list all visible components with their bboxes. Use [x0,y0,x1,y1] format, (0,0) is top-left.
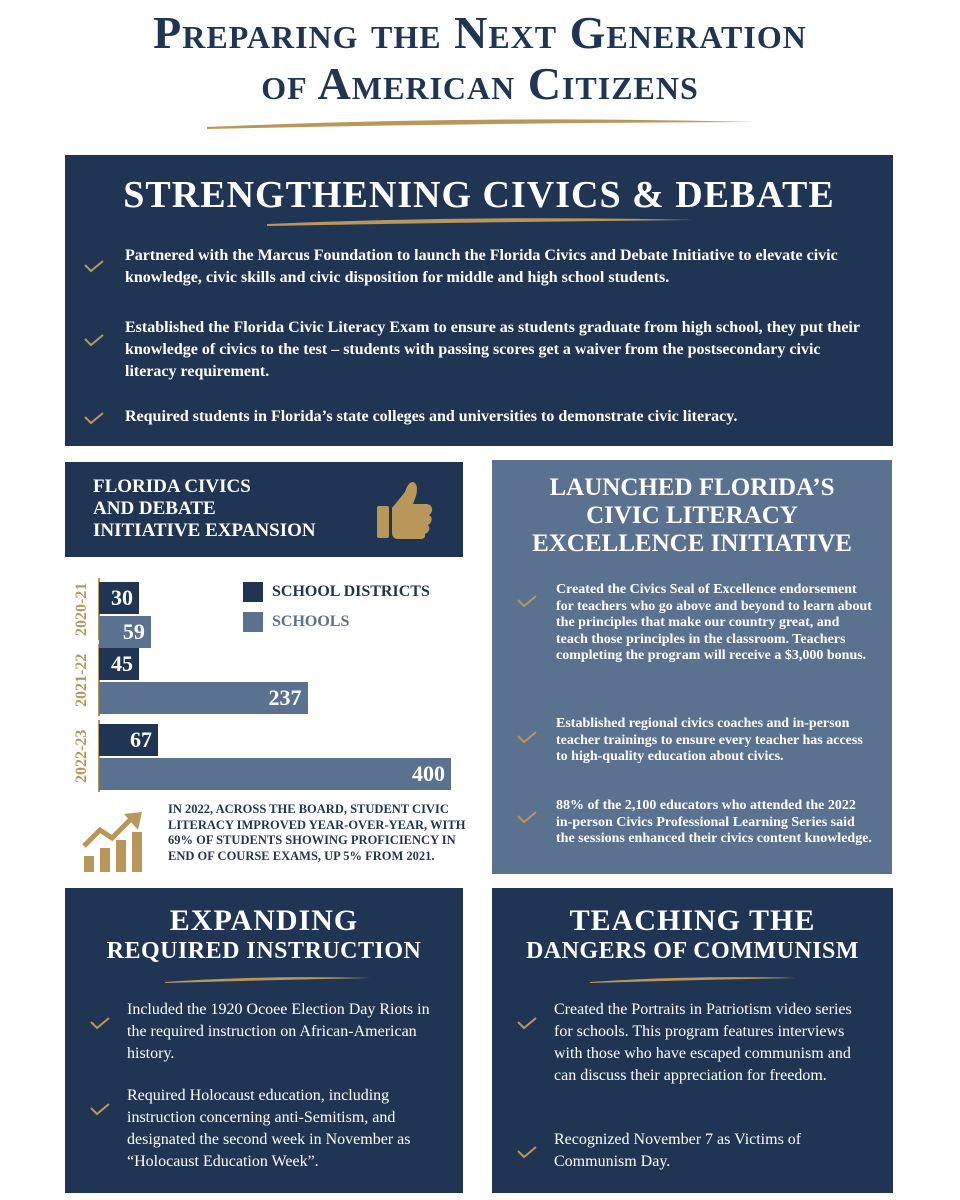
thumbs-up-icon [375,478,435,540]
expansion-title-line3: INITIATIVE EXPANSION [93,520,316,541]
year-label: 2021-22 [73,653,90,707]
civic-literacy-heading [492,474,892,558]
bar-value-label: 400 [412,761,445,786]
legend-swatch-districts [243,582,263,602]
checkmark-icon [516,810,538,824]
civics-item: Established the Florida Civic Literacy Exam to ensure as students graduate from high school, they put their knowledge of civics to the test – students with passing scores get a waiver from the postsecondary civic literacy requirement. [125,319,860,380]
civics-debate-heading: STRENGTHENING CIVICS & DEBATE [123,174,835,216]
required-instruction-heading-line2: REQUIRED INSTRUCTION [106,938,422,964]
expansion-header [65,462,463,557]
checkmark-icon [516,730,538,744]
civic-literacy-heading-line1: LAUNCHED FLORIDA’S [549,474,835,501]
civics-debate-section [65,155,893,446]
gold-swoosh-divider [265,217,695,227]
expansion-bar-chart [65,570,465,795]
checkmark-icon [89,1102,111,1116]
checkmark-icon [516,1145,538,1159]
legend-label-districts: SCHOOL DISTRICTS [272,583,430,600]
checkmark-icon [83,333,105,347]
required-instruction-item: Included the 1920 Ocoee Election Day Riots in the required instruction on African-American history. [127,1001,430,1062]
required-instruction-heading-line1: EXPANDING [169,904,359,937]
civic-literacy-section [492,460,892,874]
communism-heading-line2: DANGERS OF COMMUNISM [525,938,860,964]
year-label: 2020-21 [73,582,90,636]
required-instruction-item: Required Holocaust education, including instruction concerning anti-Semitism, and designated the second week in November as “Holocaust Education Week”. [127,1087,411,1170]
page-title [0,8,960,110]
checkmark-icon [516,1016,538,1030]
checkmark-icon [83,259,105,273]
checkmark-icon [516,594,538,608]
civic-literacy-stat: IN 2022, ACROSS THE BOARD, STUDENT CIVIC LITERACY IMPROVED YEAR-OVER-YEAR, WITH 69% OF STUDENTS SHOWING PROFICIENCY IN END OF COURSE EXAMS, UP 5% FROM 2021. [168,802,466,863]
civic-literacy-heading-line3: EXCELLENCE INITIATIVE [532,530,852,557]
civic-literacy-item: Established regional civics coaches and in-person teacher trainings to ensure every teacher has access to high-quality education about civics. [556,716,863,764]
civic-literacy-heading-line2: CIVIC LITERACY [586,502,798,529]
legend-swatch-schools [243,612,263,632]
growth-chart-icon [82,810,154,872]
civics-item: Required students in Florida’s state colleges and universities to demonstrate civic literacy. [125,408,738,425]
bar-value-label: 67 [129,727,152,752]
communism-heading-line1: TEACHING THE [569,904,816,937]
civic-literacy-item: Created the Civics Seal of Excellence endorsement for teachers who go above and beyond to learn about the principles that make our country great, and teach those principles in the classroom. Teachers completing the program will receive a $3,000 bonus. [556,582,872,663]
gold-swoosh-divider [163,976,373,984]
page-title-line1: Preparing the Next Generation [153,7,807,58]
civics-item: Partnered with the Marcus Foundation to launch the Florida Civics and Debate Initiative to elevate civic knowledge, civic skills and civic disposition for middle and high school students. [125,247,838,286]
communism-section [492,888,893,1193]
gold-swoosh-divider [205,117,755,131]
expansion-title-line2: AND DEBATE [93,498,216,519]
bar-schools [99,758,451,790]
year-label: 2022-23 [73,729,90,783]
bar-value-label: 59 [122,619,145,644]
communism-item: Created the Portraits in Patriotism video series for schools. This program features interviews with those who have escaped communism and can discuss their appreciation for freedom. [554,1001,852,1084]
checkmark-icon [83,411,105,425]
communism-item: Recognized November 7 as Victims of Communism Day. [554,1131,802,1170]
expansion-title-line1: FLORIDA CIVICS [93,476,251,497]
civic-literacy-item: 88% of the 2,100 educators who attended the 2022 in-person Civics Professional Learning Series said the sessions enhanced their civics content knowledge. [556,798,872,846]
gold-swoosh-divider [588,976,798,984]
expansion-title [93,476,316,542]
bar-value-label: 237 [268,685,302,710]
bar-value-label: 30 [111,585,133,610]
page-title-line2: of American Citizens [261,58,699,109]
checkmark-icon [89,1016,111,1030]
legend-label-schools: SCHOOLS [272,613,350,630]
bar-value-label: 45 [111,651,133,676]
required-instruction-section [65,888,463,1193]
